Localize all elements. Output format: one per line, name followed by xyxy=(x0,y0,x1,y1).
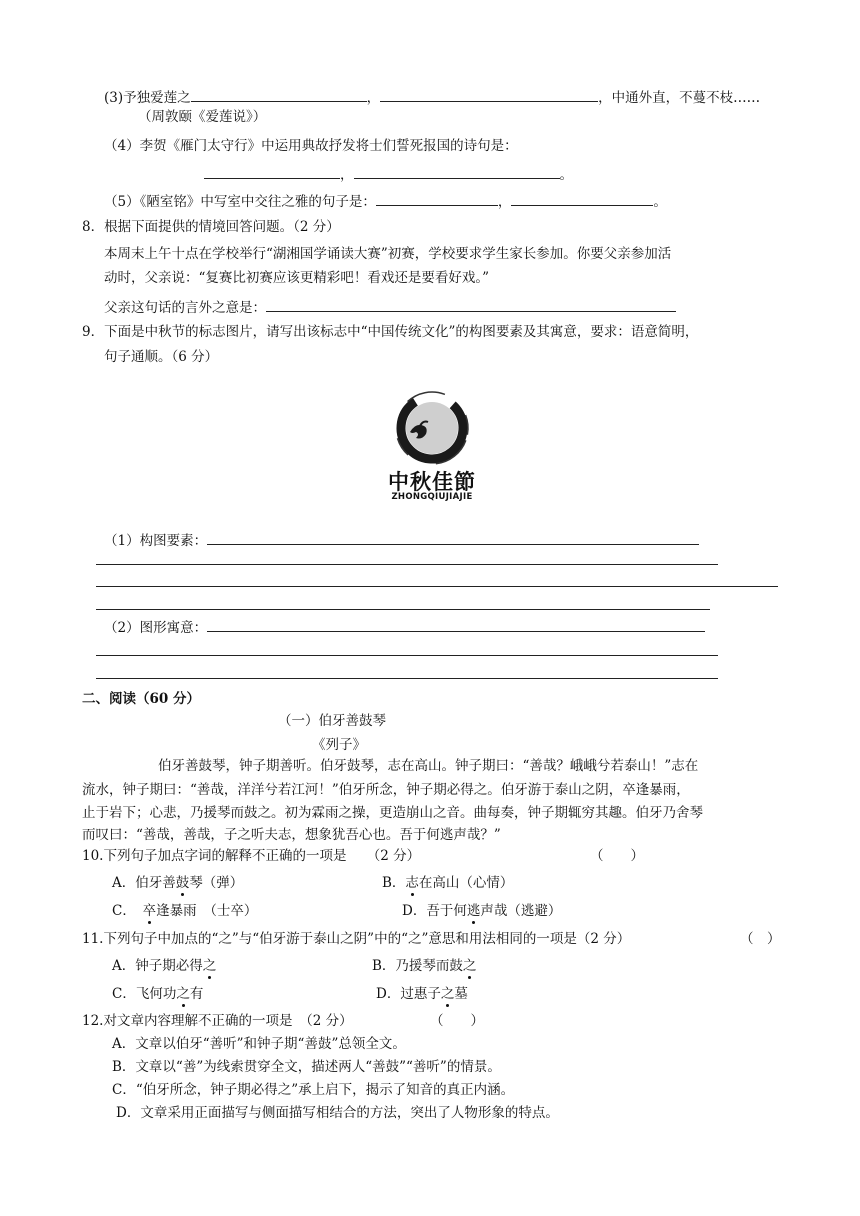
q11-option-a[interactable]: A．钟子期必得之 xyxy=(112,958,217,974)
q8-context-line2: 动时，父亲说：“复赛比初赛应该更精彩吧！看戏还是要看好戏。” xyxy=(104,270,490,286)
mid-autumn-logo xyxy=(376,388,488,508)
q9-part1-label: （1）构图要素： xyxy=(104,533,208,549)
q7-item4-text: （4）李贺《雁门太守行》中运用典故抒发将士们誓死报国的诗句是： xyxy=(104,138,518,154)
passage-line: 流水，钟子期曰：“善哉，洋洋兮若江河！”伯牙所念，钟子期必得之。伯牙游于泰山之阴，卒逢暴雨， xyxy=(82,782,690,798)
q9-title-line2: 句子通顺。（6 分） xyxy=(104,349,219,365)
q7-item5-text: （5）《陋室铭》中写室中交往之雅的句子是： xyxy=(104,194,376,210)
answer-blank[interactable] xyxy=(207,530,699,545)
logo-title: 中秋佳節 xyxy=(388,469,476,494)
q12-option-d[interactable]: D．文章采用正面描写与侧面描写相结合的方法，突出了人物形象的特点。 xyxy=(116,1105,559,1121)
q10-option-c[interactable]: C． 卒逢暴雨 （士卒） xyxy=(112,903,258,919)
answer-blank[interactable] xyxy=(191,87,367,102)
q11-title: 11.下列句子中加点的“之”与“伯牙游于泰山之阴”中的“之”意思和用法相同的一项是（2 分） xyxy=(82,931,631,947)
q12-answer-paren[interactable]: （ ） xyxy=(430,1013,484,1029)
q8-answer-line xyxy=(104,297,676,317)
q8-answer-label: 父亲这句话的言外之意是： xyxy=(104,300,266,316)
q8-context-line1: 本周末上午十点在学校举行“湖湘国学诵读大赛”初赛，学校要求学生家长参加。你要父亲参加活 xyxy=(104,246,672,262)
q7-item3-source: （周敦颐《爱莲说》） xyxy=(138,109,267,125)
q7-item5-line: （5）《陋室铭》中写室中交往之雅的句子是： ， 。 xyxy=(104,191,667,211)
passage-line: 止于岩下；心悲，乃援琴而鼓之。初为霖雨之操，更造崩山之音。曲每奏，钟子期辄穷其趣。伯牙乃舍琴 xyxy=(82,805,703,821)
q8-title: 8．根据下面提供的情境回答问题。（2 分） xyxy=(82,219,340,235)
q9-part1-line xyxy=(104,530,699,550)
q11-option-c[interactable]: C．飞何功之有 xyxy=(112,986,204,1002)
q9-part2-label: （2）图形寓意： xyxy=(104,620,208,636)
q10-answer-paren[interactable]: （ ） xyxy=(590,848,644,864)
answer-blank[interactable] xyxy=(511,191,653,206)
answer-line[interactable] xyxy=(96,678,718,679)
q7-item3-text: (3)予独爱莲之 xyxy=(104,90,191,106)
ink-circle-moon-icon xyxy=(376,388,488,468)
q11-option-d[interactable]: D．过惠子之墓 xyxy=(376,986,468,1002)
answer-blank[interactable] xyxy=(266,297,676,312)
answer-line[interactable] xyxy=(96,586,778,587)
q9-title-line1: 9．下面是中秋节的标志图片，请写出该标志中“中国传统文化”的构图要素及其寓意，要求：语意简明， xyxy=(82,324,699,340)
answer-blank[interactable] xyxy=(204,164,340,179)
q12-title: 12.对文章内容理解不正确的一项是 （2 分） xyxy=(82,1013,353,1029)
answer-blank[interactable] xyxy=(207,617,705,632)
section2-title: 二、阅读（60 分） xyxy=(82,691,200,707)
passage-line: 伯牙善鼓琴，钟子期善听。伯牙鼓琴，志在高山。钟子期曰：“善哉？峨峨兮若泰山！”志在 xyxy=(158,758,699,774)
answer-line[interactable] xyxy=(96,655,718,656)
q9-part2-line xyxy=(104,617,705,637)
q10-option-a[interactable]: A．伯牙善鼓琴（弹） xyxy=(112,875,244,891)
q10-title: 10.下列句子加点字词的解释不正确的一项是 （2 分） xyxy=(82,848,421,864)
answer-blank[interactable] xyxy=(354,164,560,179)
passage-source: 《列子》 xyxy=(312,737,366,753)
q11-answer-paren[interactable]: （ ） xyxy=(740,931,781,947)
q12-option-b[interactable]: B．文章以“善”为线索贯穿全文，描述两人“善鼓”“善听”的情景。 xyxy=(112,1059,501,1075)
q7-item4-blanks: ， 。 xyxy=(204,164,573,184)
answer-line[interactable] xyxy=(96,564,718,565)
answer-line[interactable] xyxy=(96,609,710,610)
answer-blank[interactable] xyxy=(376,191,498,206)
passage-line: 而叹曰：“善哉，善哉，子之听夫志，想象犹吾心也。吾于何逃声哉？” xyxy=(82,827,501,843)
answer-blank[interactable] xyxy=(380,87,598,102)
q10-option-b[interactable]: B．志在高山（心情） xyxy=(382,875,514,891)
q7-item3-line: (3)予独爱莲之 ， ，中通外直，不蔓不枝…… xyxy=(104,87,760,107)
q11-option-b[interactable]: B．乃援琴而鼓之 xyxy=(372,958,477,974)
q12-option-a[interactable]: A．文章以伯牙“善听”和钟子期“善鼓”总领全文。 xyxy=(112,1036,406,1052)
q10-option-d[interactable]: D．吾于何逃声哉（逃避） xyxy=(402,903,562,919)
passage-heading: （一）伯牙善鼓琴 xyxy=(278,713,386,729)
q12-option-c[interactable]: C．“伯牙所念，钟子期必得之”承上启下，揭示了知音的真正内涵。 xyxy=(112,1082,515,1098)
logo-subtitle: ZHONGQIUJIAJIE xyxy=(391,492,473,502)
